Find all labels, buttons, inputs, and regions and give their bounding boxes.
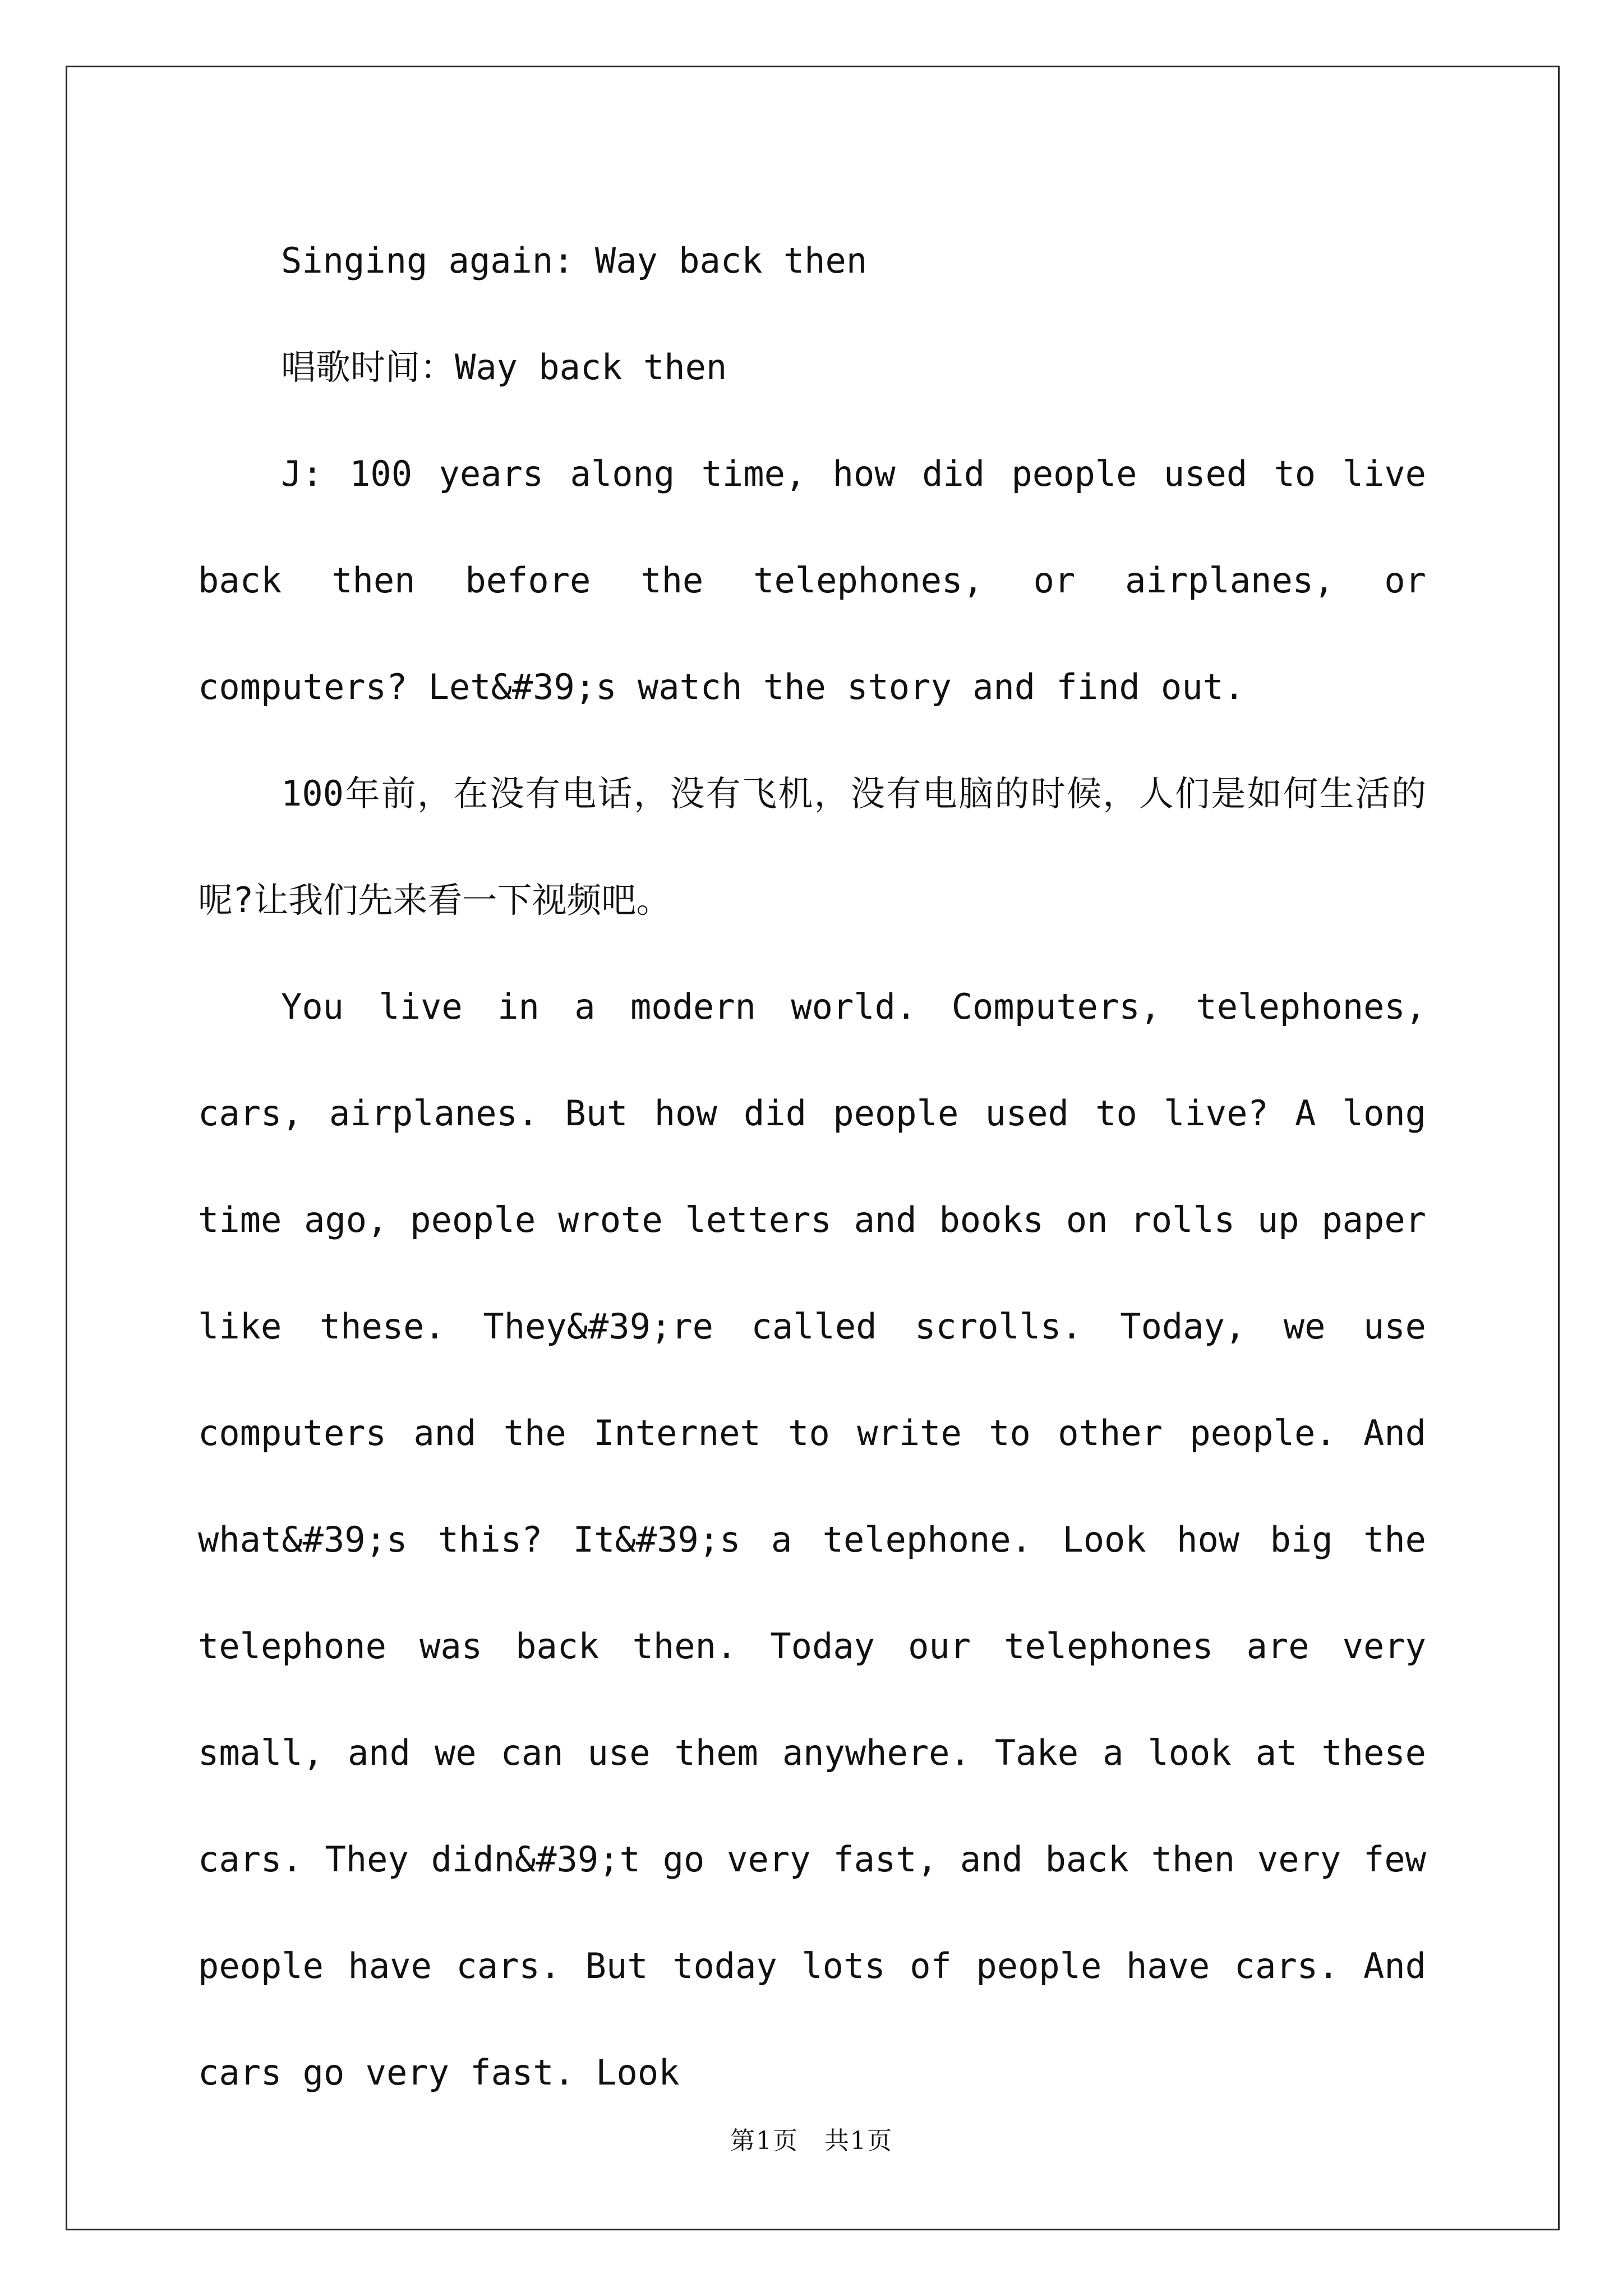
paragraph-intro: J: 100 years along time, how did people used to live back then before the telephones, or airplanes, or computers? Let&#39;s watch the story and find out.: [198, 453, 1426, 707]
paragraph-intro-chinese: 100年前，在没有电话，没有飞机，没有电脑的时候，人们是如何生活的呢?让我们先来看一下视频吧。: [198, 773, 1426, 921]
page-number-footer: 第1页 共1页: [730, 2127, 893, 2155]
document-body: [198, 208, 1426, 2126]
paragraph-title-chinese: 唱歌时间：Way back then: [281, 347, 727, 388]
paragraph-story: You live in a modern world. Computers, telephones, cars, airplanes. But how did people used to live? A long time ago, people wrote letters and books on rolls up paper like these. They&#39;re called scrolls. Today, we use computers and the Internet to write to other people. And what&#39;s this? It&#39;s a telephone. Look how big the telephone was back then. Today our telephones are very small, and we can use them anywhere. Take a look at these cars. They didn&#39;t go very fast, and back then very few people have cars. But today lots of people have cars. And cars go very fast. Look: [198, 986, 1426, 2093]
paragraph-title: Singing again: Way back then: [281, 240, 868, 281]
